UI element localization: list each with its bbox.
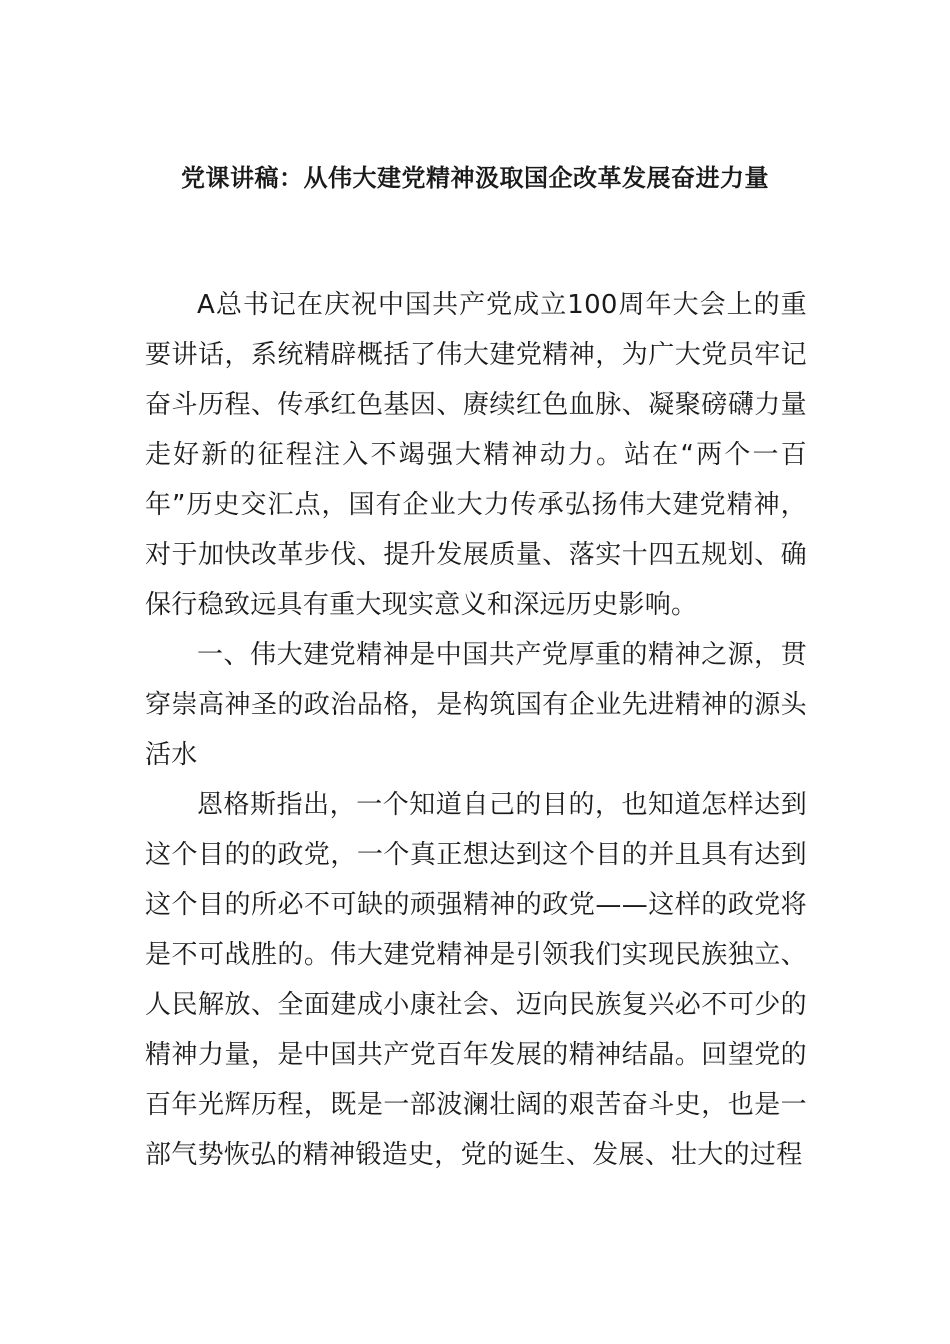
paragraph-engels: 恩格斯指出，一个知道自己的目的，也知道怎样达到这个目的的政党，一个真正想达到这个目的并且具有达到这个目的所必不可缺的顽强精神的政党——这样的政党将是不可战胜的。伟大建党精神是引领我们实现民族独立、人民解放、全面建成小康社会、迈向民族复兴必不可少的精神力量，是中国共产党百年发展的精神结晶。回望党的百年光辉历程，既是一部波澜壮阔的艰苦奋斗史，也是一部气势恢弘的精神锻造史，党的诞生、发展、壮大的过程 [145, 790, 807, 1170]
paragraph-intro: A总书记在庆祝中国共产党成立100周年大会上的重要讲话，系统精辟概括了伟大建党精神，为广大党员牢记奋斗历程、传承红色基因、赓续红色血脉、凝聚磅礴力量走好新的征程注入不竭强大精神动力。站在“两个一百年”历史交汇点，国有企业大力传承弘扬伟大建党精神，对于加快改革步伐、提升发展质量、落实十四五规划、确保行稳致远具有重大现实意义和深远历史影响。 [145, 290, 807, 620]
document-title: 党课讲稿：从伟大建党精神汲取国企改革发展奋进力量 [181, 164, 769, 192]
document-body [145, 280, 807, 1180]
section-heading-1: 一、伟大建党精神是中国共产党厚重的精神之源，贯穿崇高神圣的政治品格，是构筑国有企业先进精神的源头活水 [145, 640, 807, 770]
